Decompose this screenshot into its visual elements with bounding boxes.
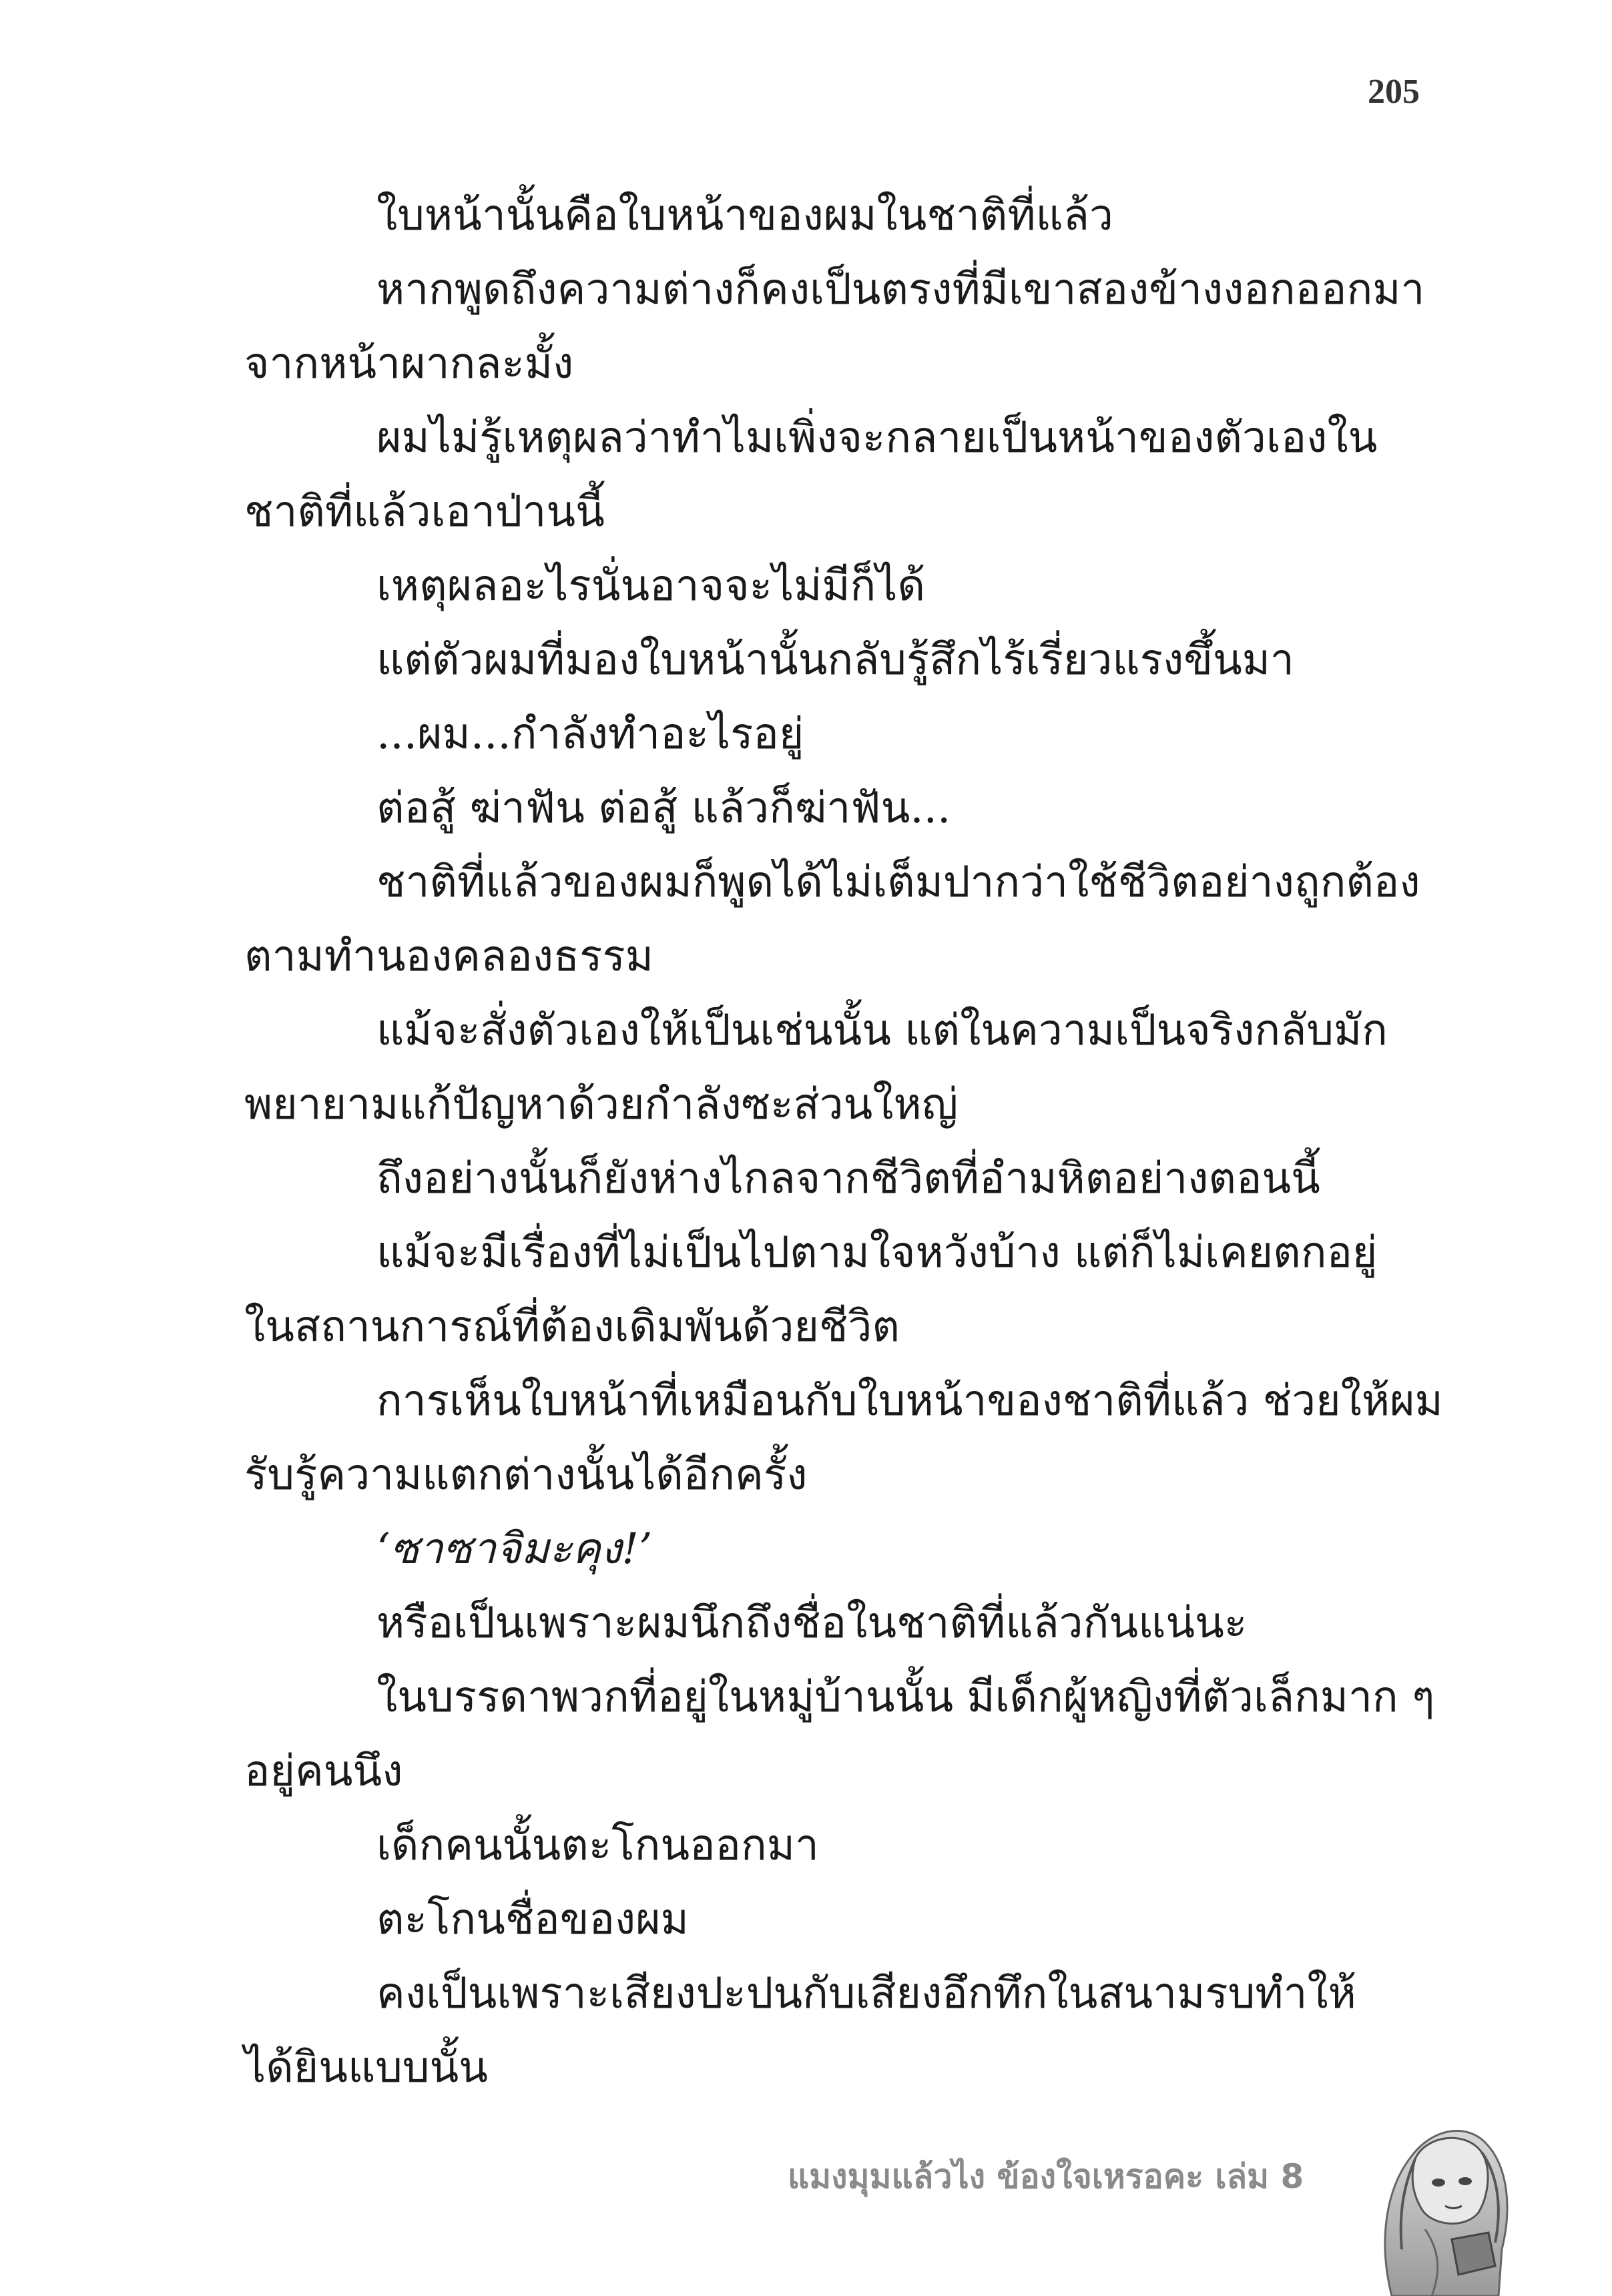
text-line: การเห็นใบหน้าที่เหมือนกับใบหน้าของชาติที่แล้ว ช่วยให้ผม [376, 1376, 1443, 1426]
text-line: จากหน้าผากละมั้ง [244, 339, 574, 388]
text-line: ใบหน้านั้นคือใบหน้าของผมในชาติที่แล้ว [376, 191, 1113, 240]
text-line: รับรู้ความแตกต่างนั้นได้อีกครั้ง [244, 1450, 808, 1500]
text-line: ตามทำนองคลองธรรม [244, 932, 653, 981]
body-text [244, 179, 1443, 2105]
text-line: ‘ซาซาจิมะคุง!’ [376, 1524, 653, 1574]
text-line: ชาติที่แล้วเอาป่านนี้ [244, 487, 605, 537]
text-line: ถึงอย่างนั้นก็ยังห่างไกลจากชีวิตที่อำมหิตอย่างตอนนี้ [376, 1154, 1320, 1203]
text-line: หากพูดถึงความต่างก็คงเป็นตรงที่มีเขาสองข้างงอกออกมา [376, 265, 1425, 314]
character-illustration-icon [1352, 2096, 1525, 2296]
text-line: ต่อสู้ ฆ่าฟัน ต่อสู้ แล้วก็ฆ่าฟัน... [376, 784, 951, 833]
text-line: ผมไม่รู้เหตุผลว่าทำไมเพิ่งจะกลายเป็นหน้าของตัวเองใน [376, 413, 1378, 463]
text-line: หรือเป็นเพราะผมนึกถึงชื่อในชาติที่แล้วกันแน่นะ [376, 1599, 1248, 1648]
book-title-footer: แมงมุมแล้วไง ข้องใจเหรอคะ เล่ม 8 [788, 2157, 1304, 2196]
text-line: แม้จะมีเรื่องที่ไม่เป็นไปตามใจหวังบ้าง แต่ก็ไม่เคยตกอยู่ [376, 1228, 1378, 1277]
text-line: แม้จะสั่งตัวเองให้เป็นเช่นนั้น แต่ในความเป็นจริงกลับมัก [376, 1006, 1388, 1055]
text-line: เด็กคนนั้นตะโกนออกมา [376, 1821, 819, 1870]
text-line: ได้ยินแบบนั้น [244, 2043, 488, 2092]
text-line: ในบรรดาพวกที่อยู่ในหมู่บ้านนั้น มีเด็กผู้หญิงที่ตัวเล็กมาก ๆ [376, 1673, 1435, 1722]
text-line: ในสถานการณ์ที่ต้องเดิมพันด้วยชีวิต [244, 1302, 900, 1352]
text-line: เหตุผลอะไรนั่นอาจจะไม่มีก็ได้ [376, 561, 926, 611]
text-line: ...ผม...กำลังทำอะไรอยู่ [376, 709, 804, 759]
text-line: แต่ตัวผมที่มองใบหน้านั้นกลับรู้สึกไร้เรี่ยวแรงขึ้นมา [376, 635, 1294, 685]
text-line: ชาติที่แล้วของผมก็พูดได้ไม่เต็มปากว่าใช้ชีวิตอย่างถูกต้อง [376, 858, 1420, 907]
page-number: 205 [1368, 73, 1420, 111]
text-line: พยายามแก้ปัญหาด้วยกำลังซะส่วนใหญ่ [244, 1080, 959, 1129]
text-line: ตะโกนชื่อของผม [376, 1895, 689, 1944]
text-line: อยู่คนนึง [244, 1747, 403, 1796]
text-line: คงเป็นเพราะเสียงปะปนกับเสียงอึกทึกในสนามรบทำให้ [376, 1969, 1356, 2018]
